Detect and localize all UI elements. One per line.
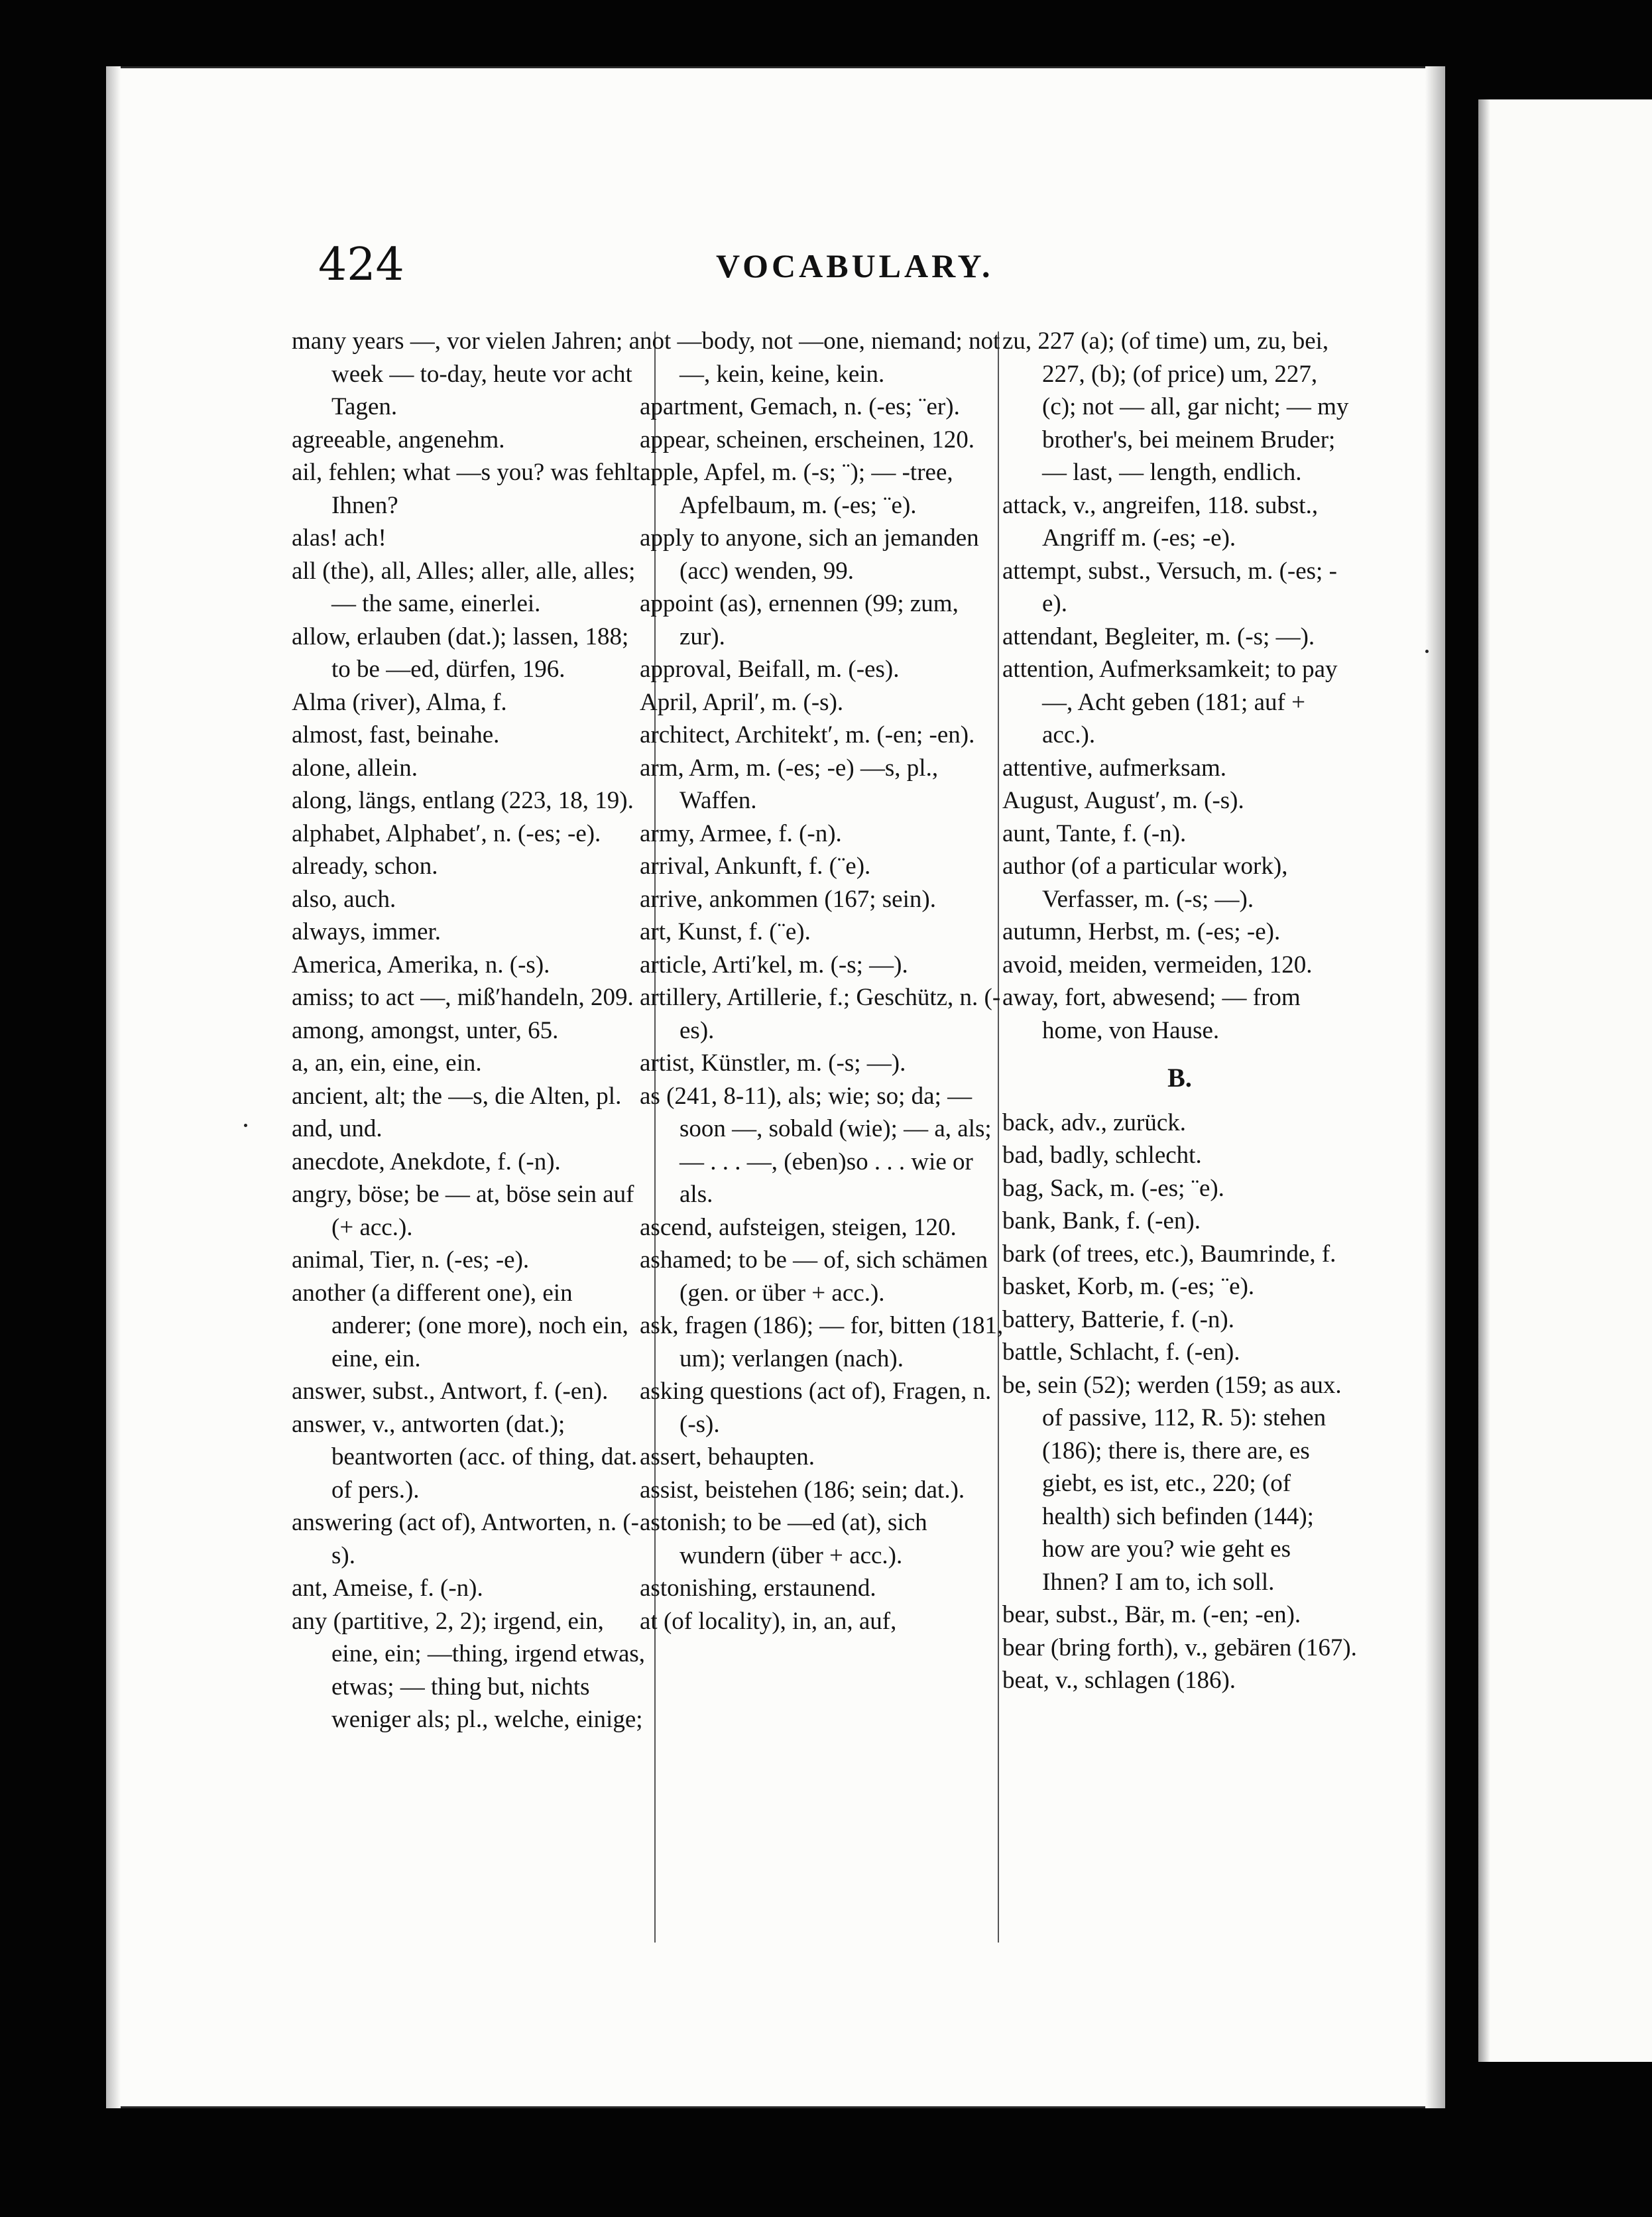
vocabulary-entry: April, April′, m. (-s). bbox=[640, 688, 844, 716]
vocabulary-entry: at (of locality), in, an, auf, bbox=[640, 1607, 897, 1635]
page-number: 424 bbox=[318, 239, 404, 291]
vocabulary-entry: asking questions (act of), Fragen, n. (-s). bbox=[640, 1378, 992, 1438]
vocabulary-entry: America, Amerika, n. (-s). bbox=[292, 951, 550, 979]
vocabulary-entry: back, adv., zurück. bbox=[1002, 1108, 1187, 1136]
vocabulary-entry: ashamed; to be — of, sich schämen (gen. or über + acc.). bbox=[640, 1246, 988, 1307]
running-title: VOCABULARY. bbox=[716, 247, 994, 284]
vocabulary-entry: answer, v., antworten (dat.); beantworten (acc. of thing, dat. of pers.). bbox=[292, 1410, 638, 1504]
vocabulary-entry: bear, subst., Bär, m. (-en; -en). bbox=[1002, 1601, 1301, 1628]
vocabulary-entry: attack, v., angreifen, 118. subst., Angriff m. (-es; -e). bbox=[1002, 491, 1319, 552]
vocabulary-column-1 bbox=[292, 325, 650, 1736]
vocabulary-entry: assert, behaupten. bbox=[640, 1443, 815, 1470]
vocabulary-entry: apartment, Gemach, n. (-es; ¨er). bbox=[640, 393, 960, 420]
vocabulary-entry: bad, badly, schlecht. bbox=[1002, 1142, 1202, 1169]
vocabulary-entry: attendant, Begleiter, m. (-s; —). bbox=[1002, 623, 1315, 650]
vocabulary-entry: allow, erlauben (dat.); lassen, 188; to be —ed, dürfen, 196. bbox=[292, 623, 629, 683]
vocabulary-entry: astonish; to be —ed (at), sich wundern (über + acc.). bbox=[640, 1509, 927, 1569]
vocabulary-entry: always, immer. bbox=[292, 918, 442, 945]
vocabulary-entry: not —body, not —one, niemand; not —, kein, keine, kein. bbox=[640, 328, 1000, 388]
vocabulary-entry: battery, Batterie, f. (-n). bbox=[1002, 1305, 1234, 1333]
vocabulary-entry: ail, fehlen; what —s you? was fehlt Ihnen? bbox=[292, 459, 640, 519]
vocabulary-entry: anecdote, Anekdote, f. (-n). bbox=[292, 1148, 561, 1175]
vocabulary-entry: arm, Arm, m. (-es; -e) —s, pl., Waffen. bbox=[640, 754, 939, 814]
vocabulary-entry: almost, fast, beinahe. bbox=[292, 721, 500, 749]
vocabulary-entry: be, sein (52); werden (159; as aux. of passive, 112, R. 5): stehen (186); there is, there are, es giebt, es ist, etc., 220; (of health) sich befinden (144); how are you? wie geht es Ihnen? I am to, ich soll. bbox=[1002, 1371, 1342, 1596]
vocabulary-entry: alphabet, Alphabet′, n. (-es; -e). bbox=[292, 819, 601, 847]
vocabulary-entry: basket, Korb, m. (-es; ¨e). bbox=[1002, 1273, 1255, 1300]
page-header bbox=[318, 239, 1445, 298]
vocabulary-entry: any (partitive, 2, 2); irgend, ein, eine, ein; —thing, irgend etwas, etwas; — thing but, nichts weniger als; pl., welche, einige; bbox=[292, 1607, 646, 1733]
vocabulary-entry: all (the), all, Alles; aller, alle, alles; — the same, einerlei. bbox=[292, 557, 636, 617]
vocabulary-entry: another (a different one), ein anderer; (one more), noch ein, eine, ein. bbox=[292, 1279, 628, 1372]
vocabulary-entry: approval, Beifall, m. (-es). bbox=[640, 656, 900, 683]
vocabulary-entry: ant, Ameise, f. (-n). bbox=[292, 1575, 483, 1602]
vocabulary-entry: apple, Apfel, m. (-s; ¨); — -tree, Apfelbaum, m. (-es; ¨e). bbox=[640, 459, 953, 519]
vocabulary-entry: attentive, aufmerksam. bbox=[1002, 754, 1227, 782]
vocabulary-entry: ancient, alt; the —s, die Alten, pl. bbox=[292, 1082, 622, 1110]
vocabulary-entry: avoid, meiden, vermeiden, 120. bbox=[1002, 951, 1313, 979]
vocabulary-entry: author (of a particular work), Verfasser, m. (-s; —). bbox=[1002, 853, 1288, 913]
vocabulary-entry: artist, Künstler, m. (-s; —). bbox=[640, 1049, 906, 1077]
vocabulary-entry: bark (of trees, etc.), Baumrinde, f. bbox=[1002, 1240, 1336, 1268]
vocabulary-entry: appear, scheinen, erscheinen, 120. bbox=[640, 426, 974, 453]
vocabulary-entry: ask, fragen (186); — for, bitten (181, um); verlangen (nach). bbox=[640, 1312, 1004, 1372]
vocabulary-entry: among, amongst, unter, 65. bbox=[292, 1016, 559, 1044]
vocabulary-entry: away, fort, abwesend; — from home, von Hause. bbox=[1002, 984, 1301, 1044]
vocabulary-entry: angry, böse; be — at, böse sein auf (+ acc.). bbox=[292, 1181, 634, 1241]
vocabulary-entry: a, an, ein, eine, ein. bbox=[292, 1049, 482, 1077]
vocabulary-entry: attention, Aufmerksamkeit; to pay —, Acht geben (181; auf + acc.). bbox=[1002, 656, 1338, 749]
facing-page-edge bbox=[1478, 99, 1652, 2062]
vocabulary-entry: amiss; to act —, miß′handeln, 209. bbox=[292, 984, 634, 1011]
vocabulary-entry: and, und. bbox=[292, 1115, 383, 1142]
scan-speck bbox=[244, 1124, 247, 1127]
vocabulary-entry: appoint (as), ernennen (99; zum, zur). bbox=[640, 590, 959, 650]
vocabulary-entry: as (241, 8-11), als; wie; so; da; — soon —, sobald (wie); — a, als; — . . . —, (eben)so . . . wie or als. bbox=[640, 1082, 992, 1208]
vocabulary-entry: bag, Sack, m. (-es; ¨e). bbox=[1002, 1174, 1224, 1202]
vocabulary-entry: answer, subst., Antwort, f. (-en). bbox=[292, 1378, 609, 1405]
vocabulary-entry: arrival, Ankunft, f. (¨e). bbox=[640, 853, 871, 880]
vocabulary-entry: alone, allein. bbox=[292, 754, 418, 782]
vocabulary-entry: many years —, vor vielen Jahren; a week — to-day, heute vor acht Tagen. bbox=[292, 328, 640, 420]
vocabulary-entry: attempt, subst., Versuch, m. (-es; -e). bbox=[1002, 557, 1337, 617]
vocabulary-entry: ascend, aufsteigen, steigen, 120. bbox=[640, 1213, 957, 1241]
vocabulary-entry: alas! ach! bbox=[292, 524, 386, 552]
vocabulary-entry: astonishing, erstaunend. bbox=[640, 1575, 876, 1602]
vocabulary-entry: arrive, ankommen (167; sein). bbox=[640, 885, 936, 913]
vocabulary-entry: also, auch. bbox=[292, 885, 396, 913]
vocabulary-entry: autumn, Herbst, m. (-es; -e). bbox=[1002, 918, 1281, 945]
vocabulary-entry: Alma (river), Alma, f. bbox=[292, 688, 507, 716]
vocabulary-entry: apply to anyone, sich an jemanden (acc) wenden, 99. bbox=[640, 524, 979, 585]
vocabulary-entry: article, Arti′kel, m. (-s; —). bbox=[640, 951, 908, 979]
vocabulary-column-3 bbox=[1002, 325, 1357, 1697]
vocabulary-entry: bear (bring forth), v., gebären (167). bbox=[1002, 1634, 1357, 1661]
vocabulary-entry: agreeable, angenehm. bbox=[292, 426, 505, 453]
vocabulary-entry: animal, Tier, n. (-es; -e). bbox=[292, 1246, 530, 1274]
vocabulary-entry: beat, v., schlagen (186). bbox=[1002, 1667, 1236, 1694]
vocabulary-entry: battle, Schlacht, f. (-en). bbox=[1002, 1339, 1240, 1366]
scan-speck bbox=[1425, 650, 1429, 653]
vocabulary-entry: along, längs, entlang (223, 18, 19). bbox=[292, 787, 634, 814]
vocabulary-entry: answering (act of), Antworten, n. (-s). bbox=[292, 1509, 639, 1569]
section-heading: B. bbox=[1167, 1063, 1192, 1093]
vocabulary-entry: August, August′, m. (-s). bbox=[1002, 787, 1244, 814]
vocabulary-entry: assist, beistehen (186; sein; dat.). bbox=[640, 1476, 965, 1504]
vocabulary-entry: army, Armee, f. (-n). bbox=[640, 819, 842, 847]
vocabulary-entry: already, schon. bbox=[292, 853, 438, 880]
vocabulary-entry: zu, 227 (a); (of time) um, zu, bei, 227, (b); (of price) um, 227, (c); not — all, gar nicht; — my brother's, bei meinem Bruder; — last, — length, endlich. bbox=[1002, 328, 1349, 486]
vocabulary-entry: artillery, Artillerie, f.; Geschütz, n. (-es). bbox=[640, 984, 1001, 1044]
vocabulary-entry: aunt, Tante, f. (-n). bbox=[1002, 819, 1187, 847]
vocabulary-column-2 bbox=[640, 325, 1008, 1638]
vocabulary-entry: art, Kunst, f. (¨e). bbox=[640, 918, 811, 945]
vocabulary-entry: architect, Architekt′, m. (-en; -en). bbox=[640, 721, 975, 749]
vocabulary-entry: bank, Bank, f. (-en). bbox=[1002, 1207, 1201, 1234]
